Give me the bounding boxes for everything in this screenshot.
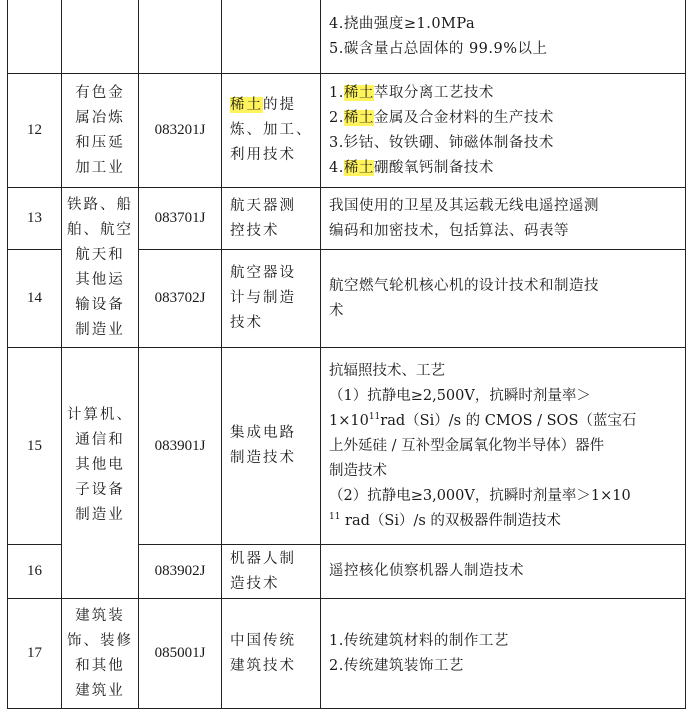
code-cell [139, 0, 222, 74]
tech-name-cell [222, 188, 321, 250]
code-cell: 085001J [139, 599, 222, 709]
tech-name-cell [222, 545, 321, 599]
description-cell [321, 250, 686, 348]
row-number-cell: 13 [8, 188, 62, 250]
description-line: 1.传统建筑材料的制作工艺 [329, 632, 509, 649]
tech-name-cell [222, 599, 321, 709]
table-row [8, 0, 686, 74]
code-cell: 083902J [139, 545, 222, 599]
description-line: 上外延硅 / 互补型金属氧化物半导体）器件 [329, 437, 605, 454]
code-cell: 083702J [139, 250, 222, 348]
industry-line: 其他运 [75, 271, 125, 288]
highlighted-term: 稀土 [343, 109, 374, 126]
industry-line: 建筑装 [75, 607, 125, 624]
tech-name-line: 造技术 [230, 575, 280, 592]
industry-cell [62, 188, 139, 348]
industry-cell [62, 74, 139, 188]
industry-cell [62, 348, 139, 599]
description-line: 航空燃气轮机核心机的设计技术和制造技 [329, 277, 599, 294]
description-cell [321, 599, 686, 709]
tech-name-line: 炼、加工、 [230, 122, 313, 138]
description-line: 3.钐钴、钕铁硼、铈磁体制备技术 [329, 134, 554, 151]
tech-name-line: 航空器设 [230, 265, 296, 281]
technology-catalog-table [7, 0, 686, 709]
industry-line: 输设备 [75, 296, 125, 313]
table-row [8, 74, 686, 188]
description-line: 我国使用的卫星及其运载无线电遥控遥测 [329, 197, 599, 214]
industry-line: 舶、航空 [67, 221, 133, 238]
industry-line: 属冶炼 [75, 109, 125, 126]
description-cell [321, 348, 686, 545]
description-line: $^{11}$ rad（Si）/s 的双极器件制造技术 [329, 511, 561, 529]
description-line: 4.稀土硼酸氧钙制备技术 [329, 159, 494, 176]
tech-name-line: 建筑技术 [230, 657, 296, 674]
tech-name-line: 计与制造 [230, 290, 296, 306]
description-cell [321, 545, 686, 599]
industry-line: 其他电 [75, 457, 125, 473]
row-number-cell: 14 [8, 250, 62, 348]
row-number-cell: 15 [8, 348, 62, 545]
tech-name-line: 控技术 [230, 222, 280, 239]
industry-line: 铁路、船 [67, 196, 133, 213]
description-cell [321, 188, 686, 250]
industry-cell [62, 599, 139, 709]
description-line: 制造技术 [329, 462, 387, 479]
tech-name-line: 航天器测 [230, 197, 296, 214]
row-number-cell: 17 [8, 599, 62, 709]
tech-name-line: 稀土的提 [230, 97, 296, 113]
table-row [8, 599, 686, 709]
tech-name-cell [222, 0, 321, 74]
tech-name-cell [222, 250, 321, 348]
industry-line: 航天和 [75, 246, 125, 263]
description-line: （1）抗静电≥2,500V，抗瞬时剂量率＞ [329, 387, 591, 404]
table-row [8, 188, 686, 250]
code-cell: 083701J [139, 188, 222, 250]
tech-name-cell [222, 74, 321, 188]
code-cell: 083201J [139, 74, 222, 188]
industry-line: 制造业 [75, 321, 125, 338]
description-line: $1\times 10^{11}rad(Si)/s$ 的 CMOS / SOS（蓝宝石 [329, 411, 637, 429]
industry-line: 计算机、 [67, 407, 133, 423]
industry-cell [62, 0, 139, 74]
highlighted-term: 稀土 [343, 84, 374, 101]
industry-line: 加工业 [75, 159, 125, 176]
row-number-cell [8, 0, 62, 74]
description-line: 遥控核化侦察机器人制造技术 [329, 563, 524, 579]
industry-line: 制造业 [75, 507, 125, 523]
description-line: 1.稀土萃取分离工艺技术 [329, 84, 494, 101]
industry-line: 和压延 [75, 134, 125, 151]
description-line: 4.挠曲强度≥1.0MPa [329, 15, 476, 32]
description-cell [321, 74, 686, 188]
tech-name-line: 中国传统 [230, 632, 296, 649]
description-line: （2）抗静电≥3,000V，抗瞬时剂量率＞1×10 [329, 487, 631, 504]
description-line: 编码和加密技术，包括算法、码表等 [329, 222, 569, 239]
tech-name-line: 集成电路 [230, 425, 296, 441]
code-cell: 083901J [139, 348, 222, 545]
industry-line: 通信和 [75, 432, 125, 448]
description-cell [321, 0, 686, 74]
description-line: 抗辐照技术、工艺 [329, 362, 445, 379]
industry-line: 有色金 [75, 84, 125, 101]
industry-line: 和其他 [75, 657, 125, 674]
tech-name-line: 技术 [230, 315, 263, 331]
description-line: 2.传统建筑装饰工艺 [329, 657, 464, 674]
tech-name-line: 制造技术 [230, 450, 296, 466]
tech-name-cell [222, 348, 321, 545]
description-line: 5.碳含量占总固体的 99.9%以上 [329, 40, 548, 57]
description-line: 2.稀土金属及合金材料的生产技术 [329, 109, 554, 126]
row-number-cell: 16 [8, 545, 62, 599]
highlighted-term: 稀土 [230, 97, 263, 113]
tech-name-line: 机器人制 [230, 550, 296, 567]
row-number-cell: 12 [8, 74, 62, 188]
industry-line: 建筑业 [75, 682, 125, 699]
highlighted-term: 稀土 [343, 159, 374, 176]
table-row [8, 348, 686, 545]
industry-line: 子设备 [75, 482, 125, 498]
industry-line: 饰、装修 [67, 632, 133, 649]
tech-name-line: 利用技术 [230, 147, 296, 163]
description-line: 术 [329, 302, 344, 319]
